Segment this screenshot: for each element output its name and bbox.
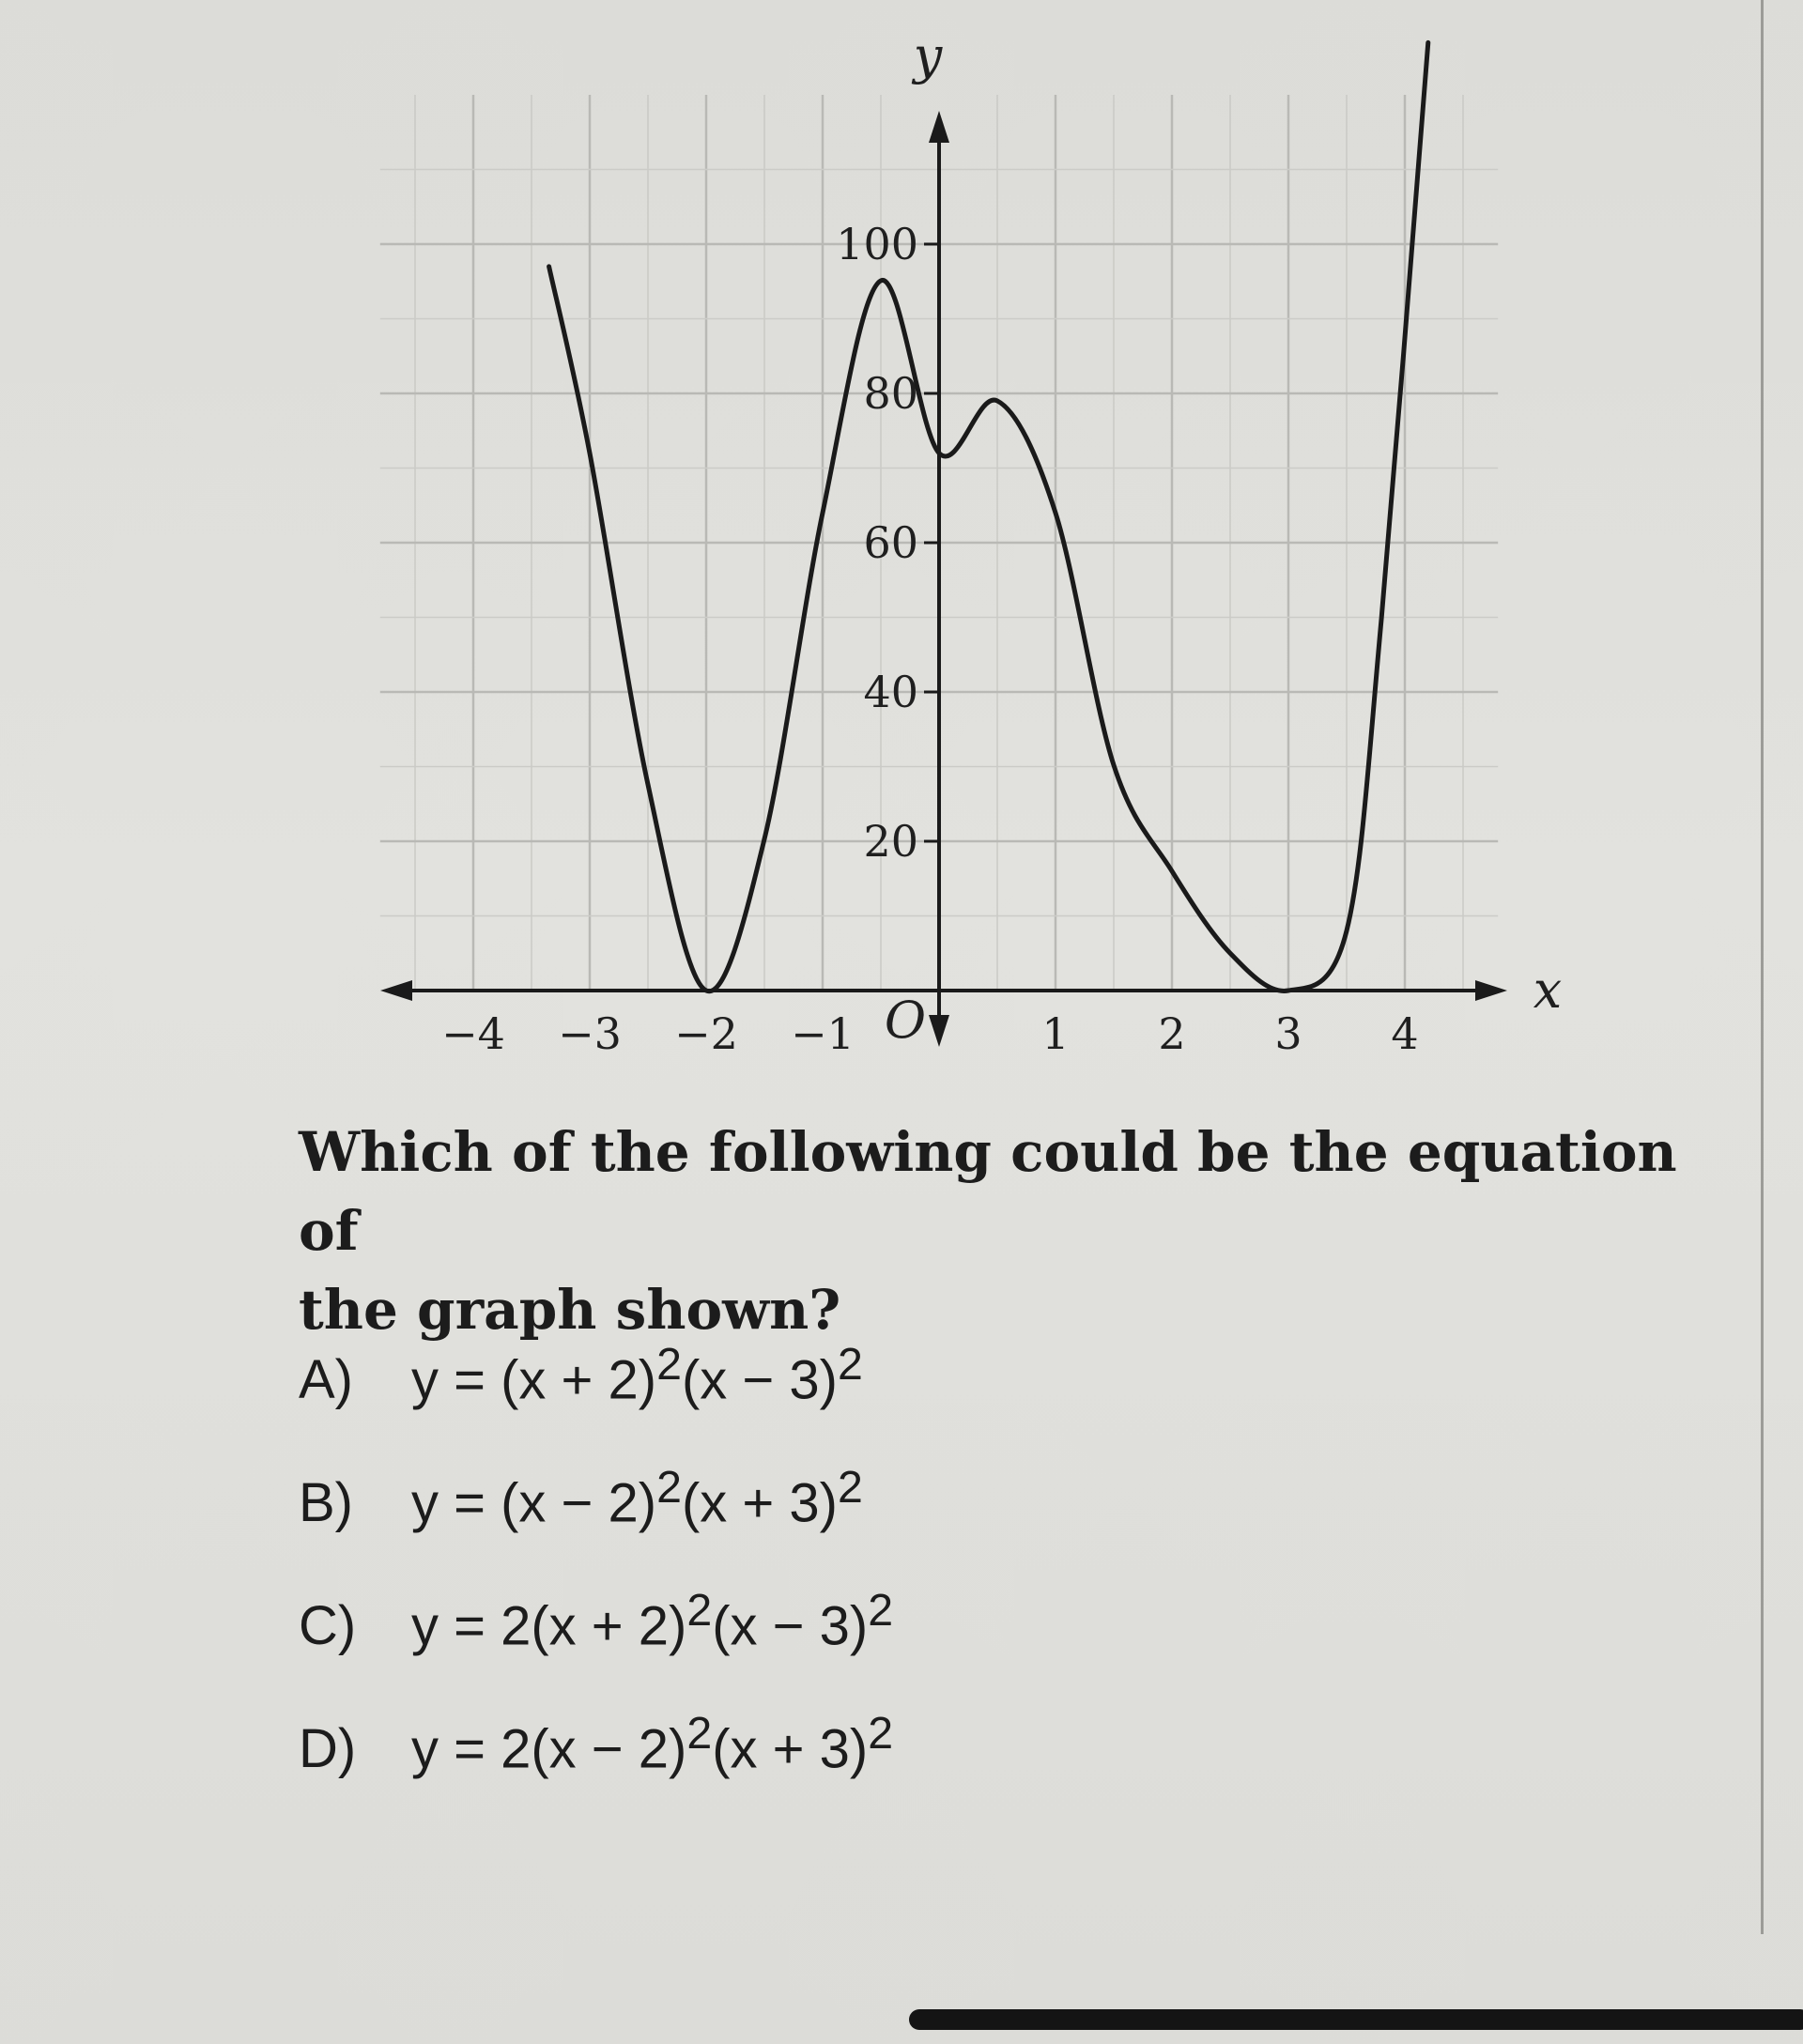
origin-label: O (884, 991, 927, 1050)
x-axis-arrow-left (380, 980, 412, 1001)
y-tick-label: 20 (863, 816, 918, 867)
y-tick-label: 40 (863, 667, 918, 717)
question-line-1: Which of the following could be the equation of (299, 1120, 1677, 1263)
y-axis-label: y (913, 26, 943, 85)
choice-b[interactable] (299, 1461, 1613, 1584)
function-curve (549, 42, 1428, 991)
choice-a[interactable] (299, 1338, 1613, 1461)
x-tick-label: −3 (558, 1008, 622, 1059)
choice-letter: B) (299, 1472, 353, 1534)
x-axis-label: x (1533, 961, 1563, 1020)
home-indicator (909, 2009, 1803, 2030)
x-tick-label: −1 (791, 1008, 855, 1059)
x-axis-arrow-right (1475, 980, 1507, 1001)
question-text (299, 1113, 1707, 1349)
choice-equation: $y = (x + 2)^2(x - 3)^2$ (411, 1339, 863, 1411)
x-tick-label: −2 (674, 1008, 738, 1059)
x-tick-label: 4 (1391, 1008, 1419, 1059)
y-tick-label: 100 (836, 219, 918, 269)
y-axis-arrow-up (929, 111, 949, 143)
x-tick-label: −4 (441, 1008, 505, 1059)
x-tick-label: 3 (1274, 1008, 1302, 1059)
y-tick-label: 60 (863, 517, 918, 568)
y-axis-arrow-down (929, 1015, 949, 1047)
answer-choices (299, 1338, 1613, 1830)
question-line-2: the graph shown? (299, 1278, 841, 1342)
axes (380, 111, 1507, 1047)
choice-equation: $y = 2(x - 2)^2(x + 3)^2$ (411, 1708, 894, 1780)
x-tick-label: 2 (1158, 1008, 1186, 1059)
choice-equation: $y = (x - 2)^2(x + 3)^2$ (411, 1462, 863, 1534)
choice-letter: A) (299, 1349, 353, 1411)
choice-equation: $y = 2(x + 2)^2(x - 3)^2$ (411, 1585, 894, 1657)
choice-d[interactable] (299, 1707, 1613, 1830)
choice-letter: C) (299, 1595, 357, 1657)
choice-letter: D) (299, 1718, 357, 1780)
x-tick-label: 1 (1041, 1008, 1070, 1059)
choice-c[interactable] (299, 1584, 1613, 1707)
y-tick-label: 80 (863, 368, 918, 419)
